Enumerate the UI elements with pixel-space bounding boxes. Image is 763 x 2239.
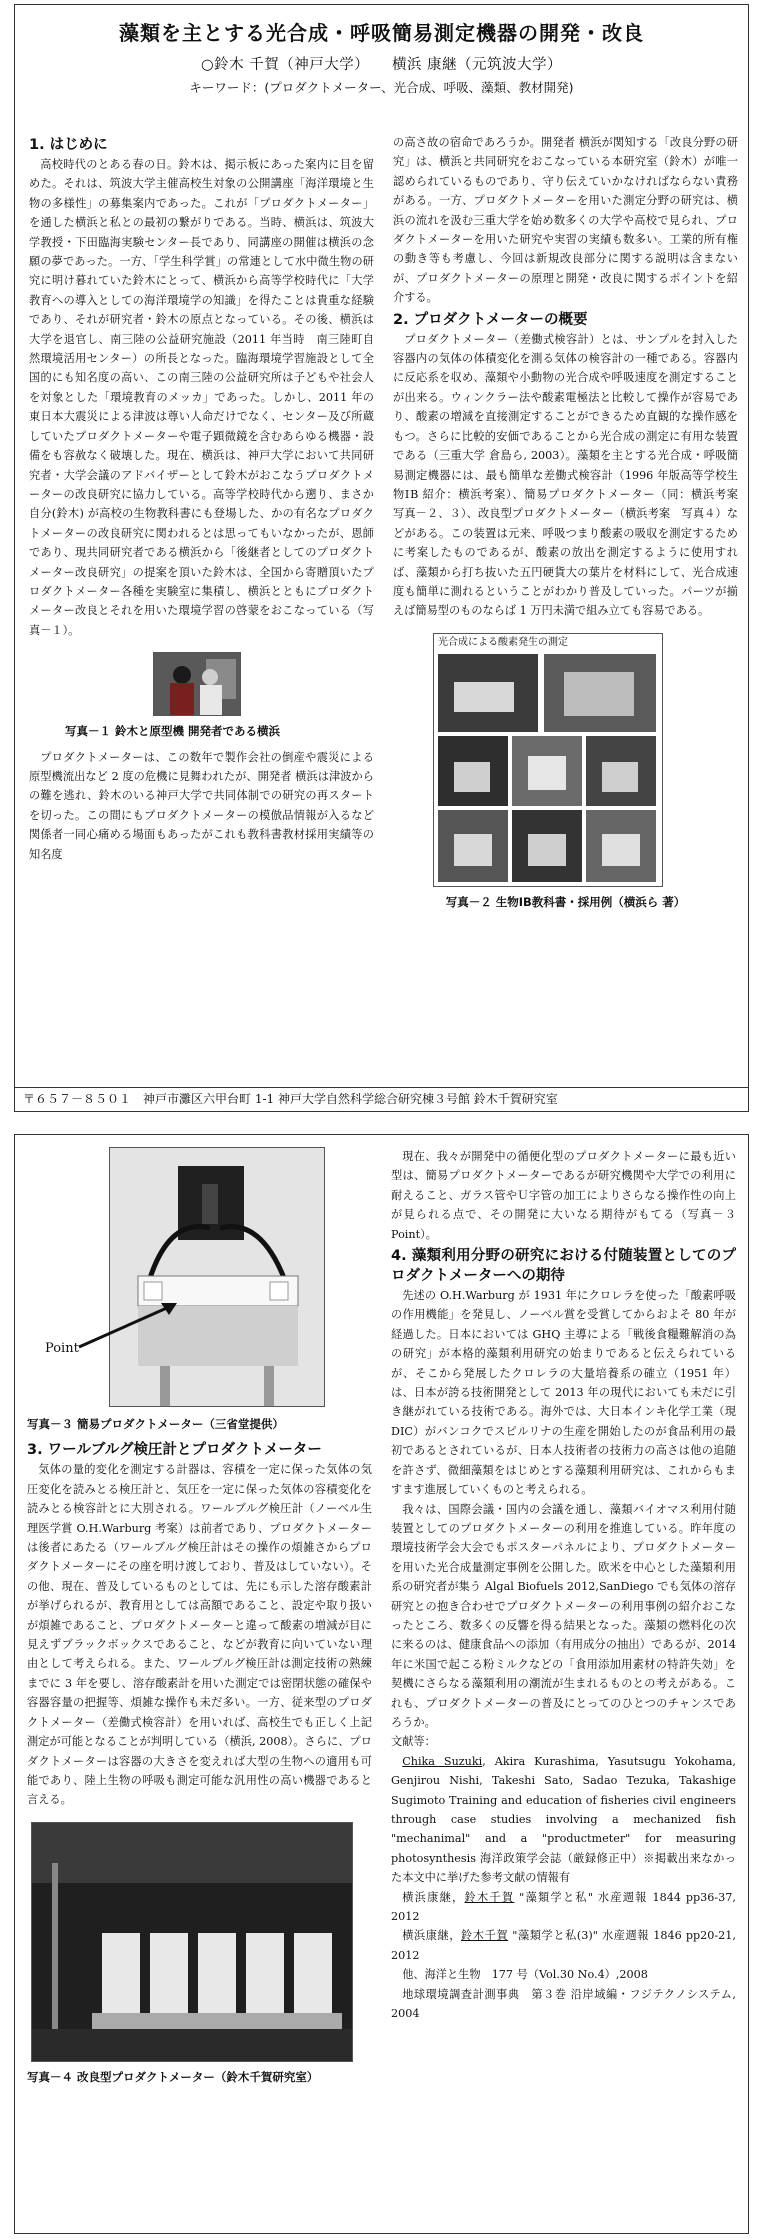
paper-keywords: キーワード：(プロダクトメーター、光合成、呼吸、藻類、教材開発) [189, 80, 574, 95]
page1-right-column [393, 133, 750, 918]
reference-item [391, 1752, 736, 1888]
paper-title: 藻類を主とする光合成・呼吸簡易測定機器の開発・改良 [119, 21, 644, 45]
section-4-paragraph-2: 我々は、国際会議・国内の会議を通し、藻類バイオマス利用付随装置としてのプロダクトメーターの利用を推進している。昨年度の環境技術学会大会でもポスターパネルにより、プロダクトメーターを用いた光合成量測定事例を公開した。欧米を中心とした藻類利用系の研究者が集う Algal Biofuels 2012,SanDiego でも気体の溶存研究との抱き合わせでプロダクトメーターの利用事例の紹介おこなったところ、数多くの反響を得る結果となった。藻類の燃料化の次に来るのは、健康食品への添加（有用成分の抽出）であるが、2014 年に米国で起こる粉ミルクなどの「食用添加用素材の特許失効」を契機にさらなる藻類利用の潮流が生まれるものとの考えがある。これも、プロダクトメーターの普及にとってのひとつのチャンスであろうか。 [391, 1502, 736, 1729]
photo-4-image [32, 1823, 352, 2061]
photo-2-caption: 写真－２ 生物ⅠB教科書・採用例（横浜ら 著） [445, 894, 686, 909]
section-1-paragraph-2: プロダクトメーターは、この数年で製作会社の倒産や震災による原型機流出など 2 度の危機に見舞われたが、開発者 横浜は津波からの難を逃れ、鈴木のいる神戸大学で共同体制での研究の再スタートを切った。この間にもプロダクトメーターの模倣品情報が入るなど関係者一同心痛める場面もあったがこれも教科書教材採用実績等の知名度 [29, 750, 374, 861]
section-4-paragraph-1: 先述の O.H.Warburg が 1931 年にクロレラを使った「酸素呼吸の作用機能」を発見し、ノーベル賞を受賞してからおよそ 80 年が経過した。日本においては GHQ 主導による「戦後食糧難解消の為の研究」が本格的藻類利用研究の始まりであると伝えられているが、そこから発展したクロレラの大量培養系の確立（1951 年）は、日本が誇る技術開発として 2013 年の現代においても未だに引き継がれている技術である。海外では、大日本インキ化学工業（現 DIC）がバンコクでスピルリナの生産を開始したのが食品利用の最初であるとされているが、日本人技術者の技術力の高さは他の追随を許さず、微細藻類をはじめとする藻類利用研究は、これからもますます進展していくものと考えられる。 [391, 1289, 736, 1497]
section-1-heading: 1. はじめに [29, 137, 108, 153]
reference-prefix: 横浜康継， [402, 1890, 465, 1904]
reference-underlined-author: 鈴木千賀 [464, 1890, 515, 1904]
section-1-paragraph-1: 高校時代のとある春の日。鈴木は、掲示板にあった案内に目を留めた。それは、筑波大学主催高校生対象の公開講座「海洋環境と生物の多様性」の募集案内であった。これが「プロダクトメーター」を通した横浜と私との最初の繋がりである。当時、横浜は、筑波大学教授・下田臨海実験センター長であり、同講座の開催は横浜の念願の夢であった。一方、「学生科学賞」の常連として水中微生物の研究に明け暮れていた鈴木にとって、横浜から高等学校時代に「大学教育への導入としての海洋環境学の知識」を得たことは貴重な経験であり、それが研究者・鈴木の原点となっている。その後、横浜は大学を退官し、南三陸の公益研究施設（2011 年当時 南三陸町自然環境活用センター）の所長となった。臨海環境学習施設として全国的にも知名度の高い、この南三陸の公益研究所は子どもや社会人を対象とした「環境教育のメッカ」であった。しかし、2011 年の東日本大震災による津波は尊い人命だけでなく、センター及び所蔵していたプロダクトメーターや電子顕微鏡を含むあらゆる機器・設備をも容赦なく破壊した。現在、横浜は、神戸大学において共同研究者・大学会議のアドバイザーとして鈴木がおこなうプロダクトメーターの改良研究に協力している。高等学校時代から遡り、まさか自分(鈴木) が高校の生物教科書にも登場した、かの有名なプロダクトメーターの改良研究に関われるとは思ってもいなかったが、恩師であり、現共同研究者である横浜から「後継者としてのプロダクトメーター改良研究」の提案を頂いた鈴木は、全国から寄贈頂いたプロダクトメーター各種を実験室に集積し、横浜とともにプロダクトメーター改良とそれを用いた環境学習の啓蒙をおこなっている（写真－１）。 [29, 158, 374, 637]
reference-underlined-author: 鈴木千賀 [461, 1929, 509, 1943]
paper-authors: ○鈴木 千賀（神戸大学） 横浜 康継（元筑波大学） [200, 57, 563, 73]
section-3-heading: 3. ワールブルグ検圧計とプロダクトメーター [27, 1442, 322, 1459]
section-3-paragraph-1: 気体の量的変化を測定する計器は、容積を一定に保った気体の気圧変化を読みとる検圧計と、気圧を一定に保った気体の容積変化を読みとる検容計とに大別される。ワールブルグ検圧計（ノーベル生理医学賞 O.H.Warburg 考案）は前者であり、プロダクトメーターは後者にあたる（ワールブルグ検圧計はその操作の煩雑さからプロダクトメーターにその座を明け渡しており、普及はしていない）。その他、現在、普及しているものとしては、先にも示した溶存酸素計が挙げられるが、教育用としては高額であること、設定や取り扱いが煩雑であること、プロダクトメーターと違って酸素の増減が目に見えずブラックボックスであること、などが教育に向いていない理由として考えられる。また、ワールブルグ検圧計は測定技術の熟練までに 3 年を要し、溶存酸素計を用いた測定では密閉状態の確保や容器容量の把握等、煩雑な操作も未だ多い。一方、従来型のプロダクトメーター（差働式検容計）を用いれば、高校生でも正しく上記測定が可能となることが判明している（横浜, 2008）。さらに、プロダクトメーターは容器の大きさを変えれば大型の生物への適用も可能であり、陸上生物の呼吸も測定可能な汎用性の高い機器であると言える。 [27, 1463, 372, 1807]
section-1-paragraph-3: の高さ故の宿命であろうか。開発者 横浜が関知する「改良分野の研究」は、横浜と共同研究をおこなっている本研究室（鈴木）が唯一認められているものであり、守り伝えていかなければならない責務がある。一方、プロダクトメーターを用いた測定分野の研究は、横浜の流れを汲む三重大学を始め数多くの大学や高校で見られ、プロダクトメーターを用いた研究や実習の実績も数多い。工業的所有権の動き等も考慮し、今回は新規改良部分に関する説明は含まないが、プロダクトメーターの原理と開発・改良に関するポイントを紹介する。 [393, 136, 738, 305]
photo-4 [31, 1822, 353, 2062]
photo-4-caption: 写真－４ 改良型プロダクトメーター（鈴木千賀研究室） [27, 2069, 319, 2084]
section-3-paragraph-2: 現在、我々が開発中の循便化型のプロダクトメーターに最も近い型は、簡易プロダクトメーターであるが研究機関や大学での利用に耐えること、ガラス管やＵ字管の加工によりさらなる操作性の向上が見られる点で、その開発に大いなる期待がもてる（写真－３ Point）。 [391, 1150, 736, 1241]
photo-2-image [434, 652, 662, 886]
reference-prefix: 他、海洋と生物 177 号（Vol.30 No.4）,2008 [402, 1968, 648, 1982]
photo-1 [153, 652, 241, 716]
photo-2 [433, 633, 663, 887]
reference-underlined-author: Chika Suzuki [402, 1754, 483, 1768]
reference-item [391, 1926, 736, 1965]
photo-3-pointer-label: Point [45, 1341, 79, 1356]
photo-3-pointer-arrow [77, 1297, 181, 1353]
page2-left-column [27, 1147, 372, 2093]
page-1 [14, 4, 749, 1112]
photo-1-caption: 写真－１ 鈴木と原型機 開発者である横浜 [65, 724, 281, 739]
photo-3-area [27, 1147, 372, 1409]
page-2 [14, 1134, 749, 2234]
photo-2-inner-title: 光合成による酸素発生の測定 [438, 636, 568, 648]
page2-right-column [391, 1147, 736, 2023]
reference-text: "藻類学と私(3)" 水産週報 1846 pp20-21, 2012 [391, 1929, 736, 1962]
photo-3 [109, 1147, 325, 1407]
page1-footer-address: 〒６５７－８５０１ 神戸市灘区六甲台町 1-1 神戸大学自然科学総合研究棟３号館 鈴木千賀研究室 [15, 1087, 748, 1110]
page1-left-column [29, 133, 374, 864]
photo-1-image [154, 653, 240, 715]
references-heading: 文献等： [391, 1735, 436, 1749]
reference-item [391, 1888, 736, 1927]
section-2-heading: 2. プロダクトメーターの概要 [393, 311, 588, 328]
reference-prefix: 地球環境調査計測事典 第３巻 沿岸域編・フジテクノシステム, 2004 [391, 1987, 736, 2021]
reference-item [391, 1965, 736, 1984]
photo-3-image [110, 1148, 324, 1406]
section-2-paragraph-1: プロダクトメーター（差働式検容計）とは、サンプルを封入した容器内の気体の体積変化を測る気体の検容計の一種である。容器内に反応系を収め、藻類や小動物の光合成や呼吸速度を測定することが出来る。ウィンクラー法や酸素電極法と比較して操作が容易であり、酸素の増減を直接測定することができるため直観的な操作感をもつ。さらに比較的安価であることから光合成の測定に有用な装置である（三重大学 倉島ら, 2003）。藻類を主とする光合成・呼吸簡易測定機器には、最も簡単な差働式検容計（1996 年版高等学校生物ⅠB 紹介：横浜考案）、簡易プロダクトメーター（同：横浜考案 写真－２、３）、改良型プロダクトメーター（横浜考案 写真４）などがある。この装置は元来、呼吸つまり酸素の吸収を測定するために考案したものであるが、酸素の放出を測定するように使用すれば、藻類から打ち抜いた五円硬貨大の葉片を材料にして、光合成速度も簡単に測れるということがわかり普及していった。パーツが揃えば簡易型のものならば 1 万円未満で組み立ても容易である。 [393, 332, 750, 618]
reference-list [391, 1752, 736, 2024]
reference-text: , Akira Kurashima, Yasutsugu Yokohama, Genjirou Nishi, Takeshi Sato, Sadao Tezuka, Takashige Sugimoto Training and education of fisheries civil engineers through case studies involving a mechanized fish "mechanimal" and a "productmeter" for measuring photosynthesis 海洋政策学会誌（厳録修正中）※掲載出来なかった本文中に挙げた参考文献の情報有 [391, 1754, 736, 1885]
section-4-heading: 4. 藻類利用分野の研究における付随装置としてのプロダクトメーターへの期待 [391, 1248, 736, 1285]
photo-3-caption: 写真－３ 簡易プロダクトメーター（三省堂提供） [27, 1417, 284, 1431]
reference-item [391, 1985, 736, 2024]
reference-text: "藻類学と私" 水産週報 1844 pp36-37, 2012 [391, 1890, 736, 1924]
reference-prefix: 横浜康継， [402, 1929, 462, 1943]
